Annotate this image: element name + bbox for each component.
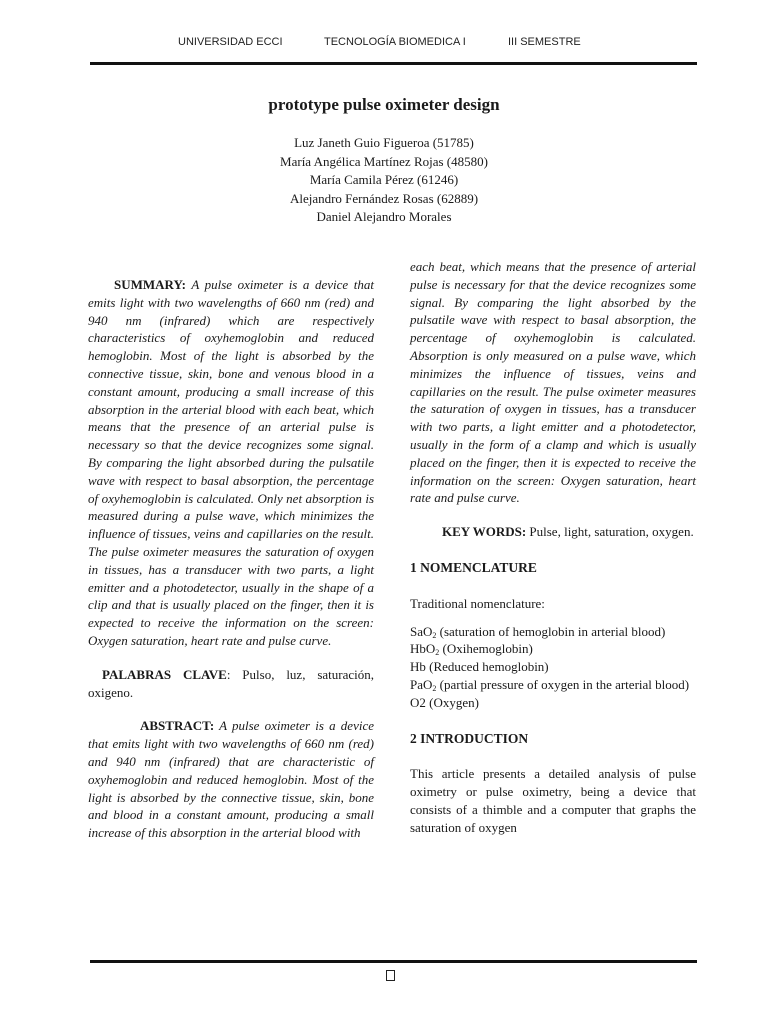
right-column xyxy=(410,258,696,837)
list-item xyxy=(410,623,696,641)
keywords-text: Pulse, light, saturation, oxygen. xyxy=(526,524,694,540)
summary-paragraph xyxy=(88,276,374,650)
symbol: O2 xyxy=(410,694,426,710)
symbol: HbO xyxy=(410,641,436,657)
header-rule xyxy=(90,62,697,65)
paper-title: prototype pulse oximeter design xyxy=(268,95,500,114)
description: (Reduced hemoglobin) xyxy=(425,659,549,675)
description: (Oxygen) xyxy=(425,694,479,710)
description: (partial pressure of oxygen in the arterial blood) xyxy=(436,676,690,692)
nomenclature-heading: 1 NOMENCLATURE xyxy=(410,559,537,575)
abstract-paragraph xyxy=(88,717,374,842)
abstract-text: A pulse oximeter is a device that emits light with two wavelengths of 660 nm (red) and 940 nm (infrared) that are characteristic of oxyhemoglobin and reduced hemoglobin. Most of the light is absorbed by the connective tissue, skin, bone and blood in a constant amount, producing a small increase of this absorption in the arterial blood with xyxy=(88,718,374,841)
author: Alejandro Fernández Rosas (62889) xyxy=(289,190,479,206)
missing-glyph-icon xyxy=(386,970,395,981)
author: María Angélica Martínez Rojas (48580) xyxy=(280,153,488,169)
palabras-text: : Pulso, luz, saturación, oxigeno. xyxy=(88,666,374,700)
list-item xyxy=(410,694,696,712)
symbol: Hb xyxy=(410,659,426,675)
keywords-label: KEY WORDS: xyxy=(442,524,527,540)
palabras-paragraph xyxy=(88,666,374,702)
introduction-heading: 2 INTRODUCTION xyxy=(410,730,529,746)
author: Daniel Alejandro Morales xyxy=(316,209,452,224)
symbol: PaO xyxy=(410,676,433,692)
header-university: UNIVERSIDAD ECCI xyxy=(178,36,283,48)
symbol: SaO xyxy=(410,623,433,639)
left-column xyxy=(88,276,374,842)
header-semester: III SEMESTRE xyxy=(508,36,581,48)
author: María Camila Pérez (61246) xyxy=(309,172,459,187)
description: (Oxihemoglobin) xyxy=(439,641,533,657)
summary-label: SUMMARY: xyxy=(114,277,187,292)
nomenclature-list xyxy=(410,623,696,712)
list-item xyxy=(410,640,696,658)
description: (saturation of hemoglobin in arterial blood) xyxy=(436,623,666,639)
author-list xyxy=(0,134,768,227)
author: Luz Janeth Guio Figueroa (51785) xyxy=(294,135,474,150)
subscript: 2 xyxy=(435,648,440,658)
footer-rule xyxy=(90,960,697,963)
list-item xyxy=(410,658,696,676)
list-item xyxy=(410,676,696,694)
nomenclature-intro: Traditional nomenclature: xyxy=(410,595,545,611)
subscript: 2 xyxy=(432,683,437,693)
keywords-paragraph xyxy=(410,523,696,541)
header-program: TECNOLOGÍA BIOMEDICA I xyxy=(324,36,466,48)
abstract-label: ABSTRACT: xyxy=(140,718,215,734)
introduction-text: This article presents a detailed analysis of pulse oximetry or pulse oximetry, being a device that consists of a thimble and a computer that graphs the saturation of oxygen xyxy=(410,766,696,835)
page-number-glyph xyxy=(386,970,396,982)
subscript: 2 xyxy=(432,630,437,640)
summary-text: A pulse oximeter is a device that emits light with two wavelengths of 660 nm (red) and 940 nm (infrared) which are respectively characteristics of oxyhemoglobin and reduced hemoglobin. Most of the light is absorbed by the connective tissue, skin, bone and venous blood in a constant amount, producing a small increase of this absorption in the arterial blood with each beat, which means that the presence of an arterial pulse is necessary so that the device recognizes some signal. By comparing the light absorbed during the pulsatile wave with respect to basal absorption, the percentage of oxyhemoglobin is calculated. Only net absorption is measured during a pulse wave, which minimizes the influence of tissues, veins and capillaries on the result. The pulse oximeter measures the saturation of oxygen in tissues, has a transducer with two parts, a light emitter and a photodetector, usually in the shape of a clip and that is usually placed on the finger, then it is expected to receive the information on the screen: Oxygen saturation, heart rate and pulse curve. xyxy=(88,277,374,648)
abstract-continued: each beat, which means that the presence of arterial pulse is necessary for that the device recognizes some signal. By comparing the light absorbed by the pulsatile wave with respect to basal absorption, the percentage of oxyhemoglobin is calculated. Absorption is only measured on a pulse wave, which minimizes the influence of tissues, veins and capillaries on the result. The pulse oximeter measures the saturation of oxygen in tissues, has a transducer with two parts, a light emitter and a photodetector, usually in the form of a clamp and which is usually placed on the finger, then it is expected to receive the information on the screen: Oxygen saturation, heart rate and pulse curve. xyxy=(410,259,696,506)
palabras-label: PALABRAS CLAVE xyxy=(102,666,227,682)
